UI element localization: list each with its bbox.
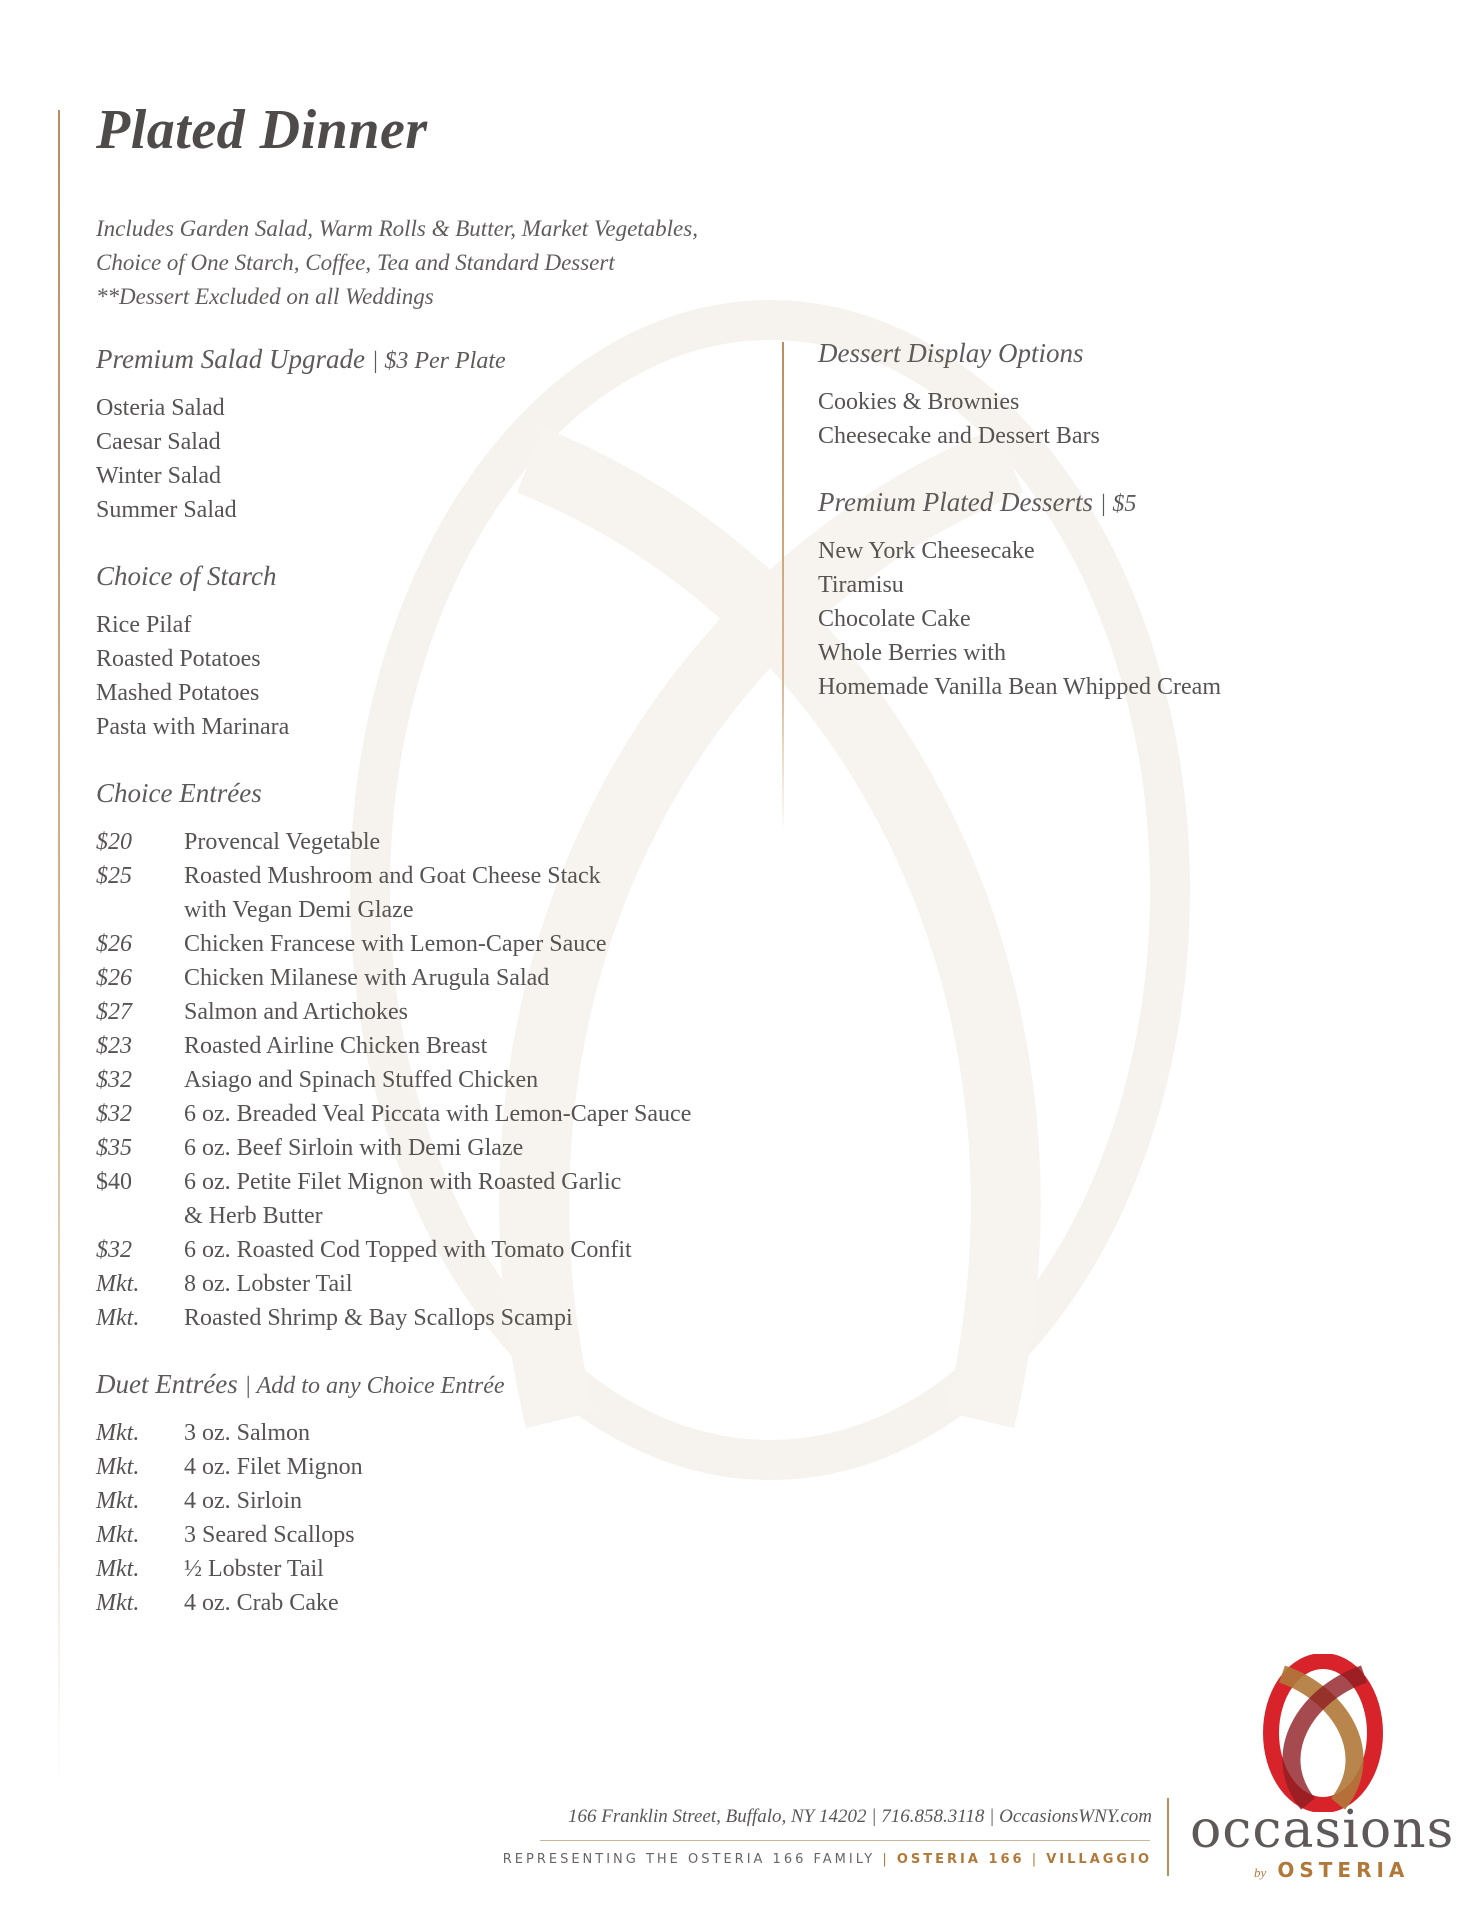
- entree-row: [96, 1267, 776, 1301]
- duet-heading-sub: | Add to any Choice Entrée: [244, 1373, 505, 1399]
- entree-row: [96, 1131, 776, 1165]
- entree-desc: Salmon and Artichokes: [184, 999, 408, 1025]
- intro-line: Includes Garden Salad, Warm Rolls & Butter, Market Vegetables,: [96, 216, 698, 241]
- duet-desc: 3 Seared Scallops: [184, 1522, 355, 1548]
- duet-desc: 4 oz. Crab Cake: [184, 1590, 339, 1616]
- dessert-display-heading: Dessert Display Options: [818, 338, 1084, 368]
- list-item: Cheesecake and Dessert Bars: [818, 423, 1100, 449]
- entree-row: [96, 1165, 776, 1199]
- entree-price: $20: [96, 829, 132, 855]
- list-item: Roasted Potatoes: [96, 646, 261, 672]
- entrees-heading: Choice Entrées: [96, 778, 262, 808]
- duet-price: Mkt.: [96, 1454, 140, 1480]
- list-item: New York Cheesecake: [818, 538, 1035, 564]
- premium-desserts-title: Premium Plated Desserts: [818, 487, 1093, 517]
- brand-osteria-166: OSTERIA 166: [896, 1852, 1025, 1867]
- entree-price: Mkt.: [96, 1305, 140, 1331]
- duet-heading: [96, 1369, 776, 1400]
- logo-osteria: OSTERIA: [1277, 1858, 1410, 1882]
- intro-line: **Dessert Excluded on all Weddings: [96, 284, 434, 309]
- list-item: Summer Salad: [96, 497, 237, 523]
- footer-divider: [1167, 1798, 1169, 1876]
- duet-desc: 4 oz. Filet Mignon: [184, 1454, 363, 1480]
- entree-row: [96, 859, 776, 893]
- entree-row: [96, 1233, 776, 1267]
- list-item: Homemade Vanilla Bean Whipped Cream: [818, 674, 1221, 700]
- column-divider: [782, 342, 784, 832]
- footer-rule: [540, 1840, 1150, 1841]
- footer-contact: [568, 1806, 1152, 1828]
- entree-price: $26: [96, 931, 132, 957]
- entree-desc: Asiago and Spinach Stuffed Chicken: [184, 1067, 539, 1093]
- premium-desserts-list: [818, 534, 1418, 704]
- footer-separator: |: [1031, 1852, 1047, 1867]
- entree-desc: 6 oz. Petite Filet Mignon with Roasted Garlic: [184, 1169, 622, 1195]
- right-column: [818, 338, 1418, 738]
- entree-row: [96, 961, 776, 995]
- list-item: Caesar Salad: [96, 429, 221, 455]
- list-item: Cookies & Brownies: [818, 389, 1020, 415]
- duet-price: Mkt.: [96, 1590, 140, 1616]
- duet-row: [96, 1518, 776, 1552]
- entree-desc: 6 oz. Breaded Veal Piccata with Lemon-Caper Sauce: [184, 1101, 692, 1127]
- list-item: Mashed Potatoes: [96, 680, 260, 706]
- footer-separator: |: [989, 1806, 1000, 1827]
- entree-desc: Provencal Vegetable: [184, 829, 381, 855]
- list-item: Pasta with Marinara: [96, 714, 290, 740]
- entree-price: Mkt.: [96, 1271, 140, 1297]
- duet-list: [96, 1416, 776, 1620]
- duet-row: [96, 1484, 776, 1518]
- duet-price: Mkt.: [96, 1556, 140, 1582]
- entree-desc: 6 oz. Beef Sirloin with Demi Glaze: [184, 1135, 524, 1161]
- duet-price: Mkt.: [96, 1522, 140, 1548]
- duet-row: [96, 1586, 776, 1620]
- list-item: Tiramisu: [818, 572, 904, 598]
- entrees-list: [96, 825, 776, 1335]
- entree-price: $27: [96, 999, 132, 1025]
- page-title: Plated Dinner: [96, 99, 428, 161]
- entree-row: [96, 1199, 776, 1233]
- entree-price: [96, 1199, 184, 1233]
- duet-desc: 4 oz. Sirloin: [184, 1488, 302, 1514]
- footer-address: 166 Franklin Street, Buffalo, NY 14202: [568, 1806, 867, 1827]
- starch-heading: Choice of Starch: [96, 561, 277, 591]
- duet-desc: 3 oz. Salmon: [184, 1420, 310, 1446]
- premium-desserts-price: | $5: [1099, 491, 1137, 517]
- entree-row: [96, 1063, 776, 1097]
- list-item: Rice Pilaf: [96, 612, 192, 638]
- entree-price: $35: [96, 1135, 132, 1161]
- logo-by: by: [1254, 1865, 1267, 1880]
- entree-desc: Roasted Airline Chicken Breast: [184, 1033, 488, 1059]
- salad-heading: [96, 344, 776, 375]
- entree-price: $23: [96, 1033, 132, 1059]
- list-item: Osteria Salad: [96, 395, 225, 421]
- footer-website[interactable]: OccasionsWNY.com: [999, 1806, 1152, 1827]
- footer-representing: [503, 1852, 1152, 1867]
- left-accent-rule: [58, 110, 60, 1790]
- entree-desc: with Vegan Demi Glaze: [184, 897, 414, 923]
- entree-desc: 8 oz. Lobster Tail: [184, 1271, 353, 1297]
- entree-desc: Chicken Milanese with Arugula Salad: [184, 965, 550, 991]
- entree-price: $26: [96, 965, 132, 991]
- entree-price: $32: [96, 1101, 132, 1127]
- footer-separator: |: [871, 1806, 882, 1827]
- entree-price: $32: [96, 1067, 132, 1093]
- duet-price: Mkt.: [96, 1488, 140, 1514]
- entree-price: $40: [96, 1169, 132, 1195]
- entree-row: [96, 825, 776, 859]
- entree-desc: Roasted Mushroom and Goat Cheese Stack: [184, 863, 601, 889]
- footer-separator: |: [882, 1852, 897, 1867]
- dessert-display-list: [818, 385, 1418, 453]
- duet-row: [96, 1450, 776, 1484]
- list-item: Chocolate Cake: [818, 606, 971, 632]
- entree-row: [96, 1301, 776, 1335]
- duet-heading-title: Duet Entrées: [96, 1369, 238, 1399]
- starch-list: [96, 608, 776, 744]
- entree-row: [96, 1029, 776, 1063]
- duet-price: Mkt.: [96, 1420, 140, 1446]
- footer-phone: 716.858.3118: [881, 1806, 985, 1827]
- entree-row: [96, 893, 776, 927]
- duet-row: [96, 1416, 776, 1450]
- premium-desserts-heading: [818, 487, 1418, 518]
- salad-heading-price: | $3 Per Plate: [371, 348, 506, 374]
- logo-wordmark: occasions: [1190, 1800, 1455, 1860]
- entree-price: $32: [96, 1237, 132, 1263]
- brand-villaggio: VILLAGGIO: [1046, 1852, 1152, 1867]
- occasions-logo-icon: [1260, 1654, 1386, 1812]
- list-item: Winter Salad: [96, 463, 221, 489]
- logo-byline: [1254, 1858, 1409, 1882]
- left-column: [96, 344, 776, 1654]
- entree-price: [96, 893, 184, 927]
- duet-row: [96, 1552, 776, 1586]
- salad-list: [96, 391, 776, 527]
- intro-text: [96, 212, 698, 314]
- entree-row: [96, 1097, 776, 1131]
- entree-row: [96, 995, 776, 1029]
- intro-line: Choice of One Starch, Coffee, Tea and Standard Dessert: [96, 250, 615, 275]
- duet-desc: ½ Lobster Tail: [184, 1556, 324, 1582]
- entree-desc: Chicken Francese with Lemon-Caper Sauce: [184, 931, 607, 957]
- entree-row: [96, 927, 776, 961]
- salad-heading-title: Premium Salad Upgrade: [96, 344, 365, 374]
- entree-desc: & Herb Butter: [184, 1203, 323, 1229]
- representing-text: REPRESENTING THE OSTERIA 166 FAMILY: [502, 1852, 876, 1867]
- entree-desc: Roasted Shrimp & Bay Scallops Scampi: [184, 1305, 573, 1331]
- entree-desc: 6 oz. Roasted Cod Topped with Tomato Confit: [184, 1237, 632, 1263]
- entree-price: $25: [96, 863, 132, 889]
- list-item: Whole Berries with: [818, 640, 1006, 666]
